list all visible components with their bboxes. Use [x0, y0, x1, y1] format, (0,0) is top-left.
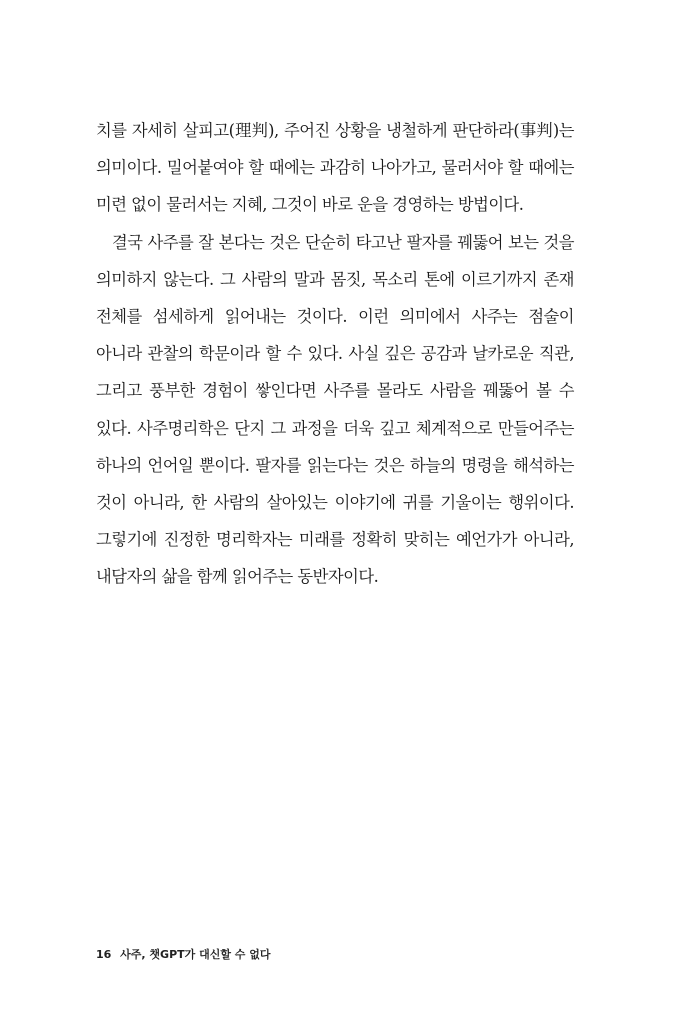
page-body [96, 112, 574, 596]
running-title: 사주, 챗GPT가 대신할 수 없다 [120, 948, 271, 961]
page-number: 16 [96, 948, 112, 961]
paragraph-continued: 치를 자세히 살피고(理判), 주어진 상황을 냉철하게 판단하라(事判)는 의미이다. 밀어붙여야 할 때에는 과감히 나아가고, 물러서야 할 때에는 미련 없이 물러서는 지혜, 그것이 바로 운을 경영하는 방법이다. [96, 121, 574, 215]
page-footer [96, 946, 271, 962]
paragraph: 결국 사주를 잘 본다는 것은 단순히 타고난 팔자를 꿰뚫어 보는 것을 의미하지 않는다. 그 사람의 말과 몸짓, 목소리 톤에 이르기까지 존재 전체를 섬세하게 읽어내는 것이다. 이런 의미에서 사주는 점술이 아니라 관찰의 학문이라 할 수 있다. 사실 깊은 공감과 날카로운 직관, 그리고 풍부한 경험이 쌓인다면 사주를 몰라도 사람을 꿰뚫어 볼 수 있다. 사주명리학은 단지 그 과정을 더욱 깊고 체계적으로 만들어주는 하나의 언어일 뿐이다. 팔자를 읽는다는 것은 하늘의 명령을 해석하는 것이 아니라, 한 사람의 살아있는 이야기에 귀를 기울이는 행위이다. 그렇기에 진정한 명리학자는 미래를 정확히 맞히는 예언가가 아니라, 내담자의 삶을 함께 읽어주는 동반자이다. [96, 232, 574, 587]
